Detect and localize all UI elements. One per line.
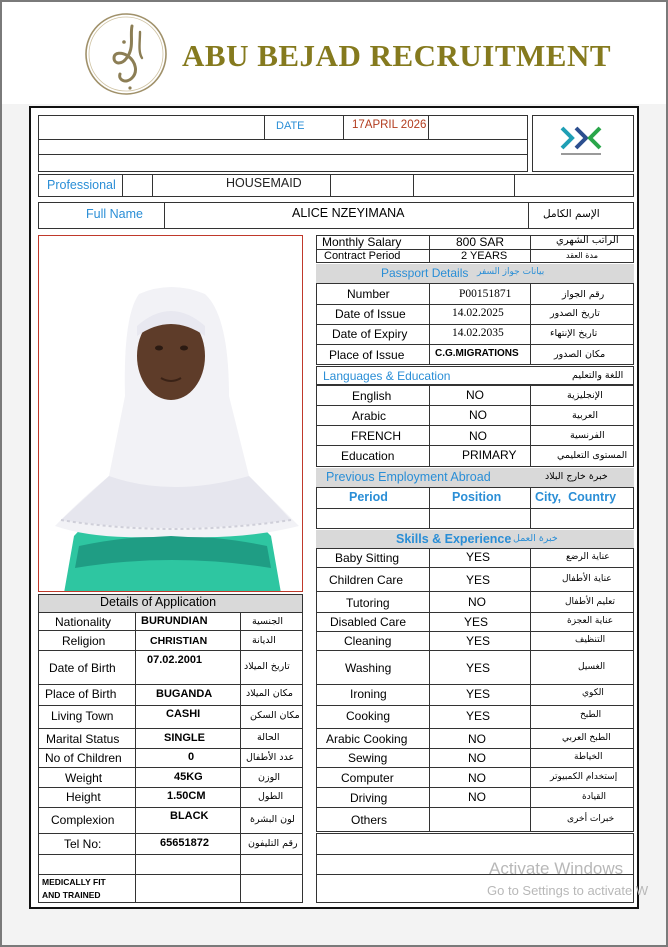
salary-label-ar: الراتب الشهري [556,235,619,246]
passport-number-label: Number [347,287,390,301]
divider [413,174,414,197]
skill-label-ar: الطبخ العربي [562,733,611,743]
skill-value: YES [466,573,491,587]
marital-status-label-ar: الحالة [257,732,280,743]
skill-value: NO [468,751,486,765]
date-value: 17APRIL 2026 [352,119,427,131]
expiry-date-label-ar: تاريخ الإنتهاء [550,328,598,339]
skill-label-ar: الطبخ [580,710,602,720]
skill-label: Tutoring [346,596,390,610]
skill-label: Cooking [346,709,391,723]
issue-date-label: Date of Issue [335,307,406,321]
skills-title-ar: خبرة العمل [513,533,558,544]
calligraphy-logo-icon [84,12,168,96]
skill-value: NO [468,595,486,609]
french-label-ar: الفرنسية [570,430,605,441]
arabic-label: Arabic [352,409,387,423]
skill-value: YES [466,687,491,701]
complexion-label: Complexion [51,813,115,827]
skills-title: Skills & Experience [396,532,512,546]
issue-place-label: Place of Issue [329,348,405,362]
divider [330,174,331,197]
religion-value: CHRISTIAN [150,635,208,647]
issue-place-label-ar: مكان الصدور [554,349,606,360]
living-town-label: Living Town [51,709,114,723]
employment-col-city: City, Country [535,490,617,504]
nationality-value: BURUNDIAN [141,615,208,627]
education-label: Education [341,449,395,463]
full-name-label: Full Name [86,207,143,221]
medical-line-2: AND TRAINED [42,890,101,900]
marital-status-label: Marital Status [46,732,120,746]
arabic-label-ar: العربية [572,410,598,421]
divider [135,612,136,903]
skill-label-ar: عناية العجزة [567,616,614,626]
english-label-ar: الإنجليزية [567,390,603,401]
skill-label: Sewing [348,751,388,765]
divider [38,139,528,140]
divider [264,115,265,139]
divider [428,115,429,139]
expiry-date-label: Date of Expiry [332,327,408,341]
employment-title: Previous Employment Abroad [326,470,491,484]
skill-value: NO [468,790,486,804]
employment-title-ar: خبرة خارج البلاد [545,471,608,482]
weight-value: 45KG [174,771,203,783]
passport-title: Passport Details [381,266,469,280]
french-label: FRENCH [351,429,401,443]
height-label: Height [66,790,101,804]
skill-label-ar: القيادة [582,792,606,802]
skill-label-ar: خبرات أخرى [567,814,615,824]
height-value: 1.50CM [167,790,206,802]
marital-status-value: SINGLE [164,732,205,744]
languages-title-ar: اللغة والتعليم [572,370,624,381]
profession-label: Professional [47,178,116,192]
agency-emblem-icon [556,122,606,162]
contract-label-ar: مدة العقد [566,251,598,260]
brand-title: ABU BEJAD RECRUITMENT [182,38,612,73]
header [0,0,668,104]
skill-label: Computer [341,771,394,785]
skill-value: NO [468,732,486,746]
employment-col-period: Period [349,490,388,504]
issue-date-label-ar: تاريخ الصدور [550,308,600,319]
skill-value: YES [466,709,491,723]
employment-col-position: Position [452,490,502,504]
divider [528,202,529,229]
issue-place-value: C.G.MIGRATIONS [435,348,519,359]
profession-value: HOUSEMAID [226,176,302,190]
salary-value: 800 SAR [456,235,505,249]
english-value: NO [466,388,484,402]
complexion-value: BLACK [170,810,209,822]
skill-value: NO [468,771,486,785]
passport-section-header [316,264,634,283]
applicant-photo [38,235,303,592]
skill-value: YES [464,615,489,629]
children-label-ar: عدد الأطفال [246,752,295,763]
place-of-birth-label-ar: مكان الميلاد [246,688,294,699]
education-label-ar: المستوى التعليمي [557,450,628,461]
complexion-label-ar: لون البشرة [250,814,295,825]
skill-label-ar: الكوي [582,688,604,698]
passport-number-value: P00151871 [459,288,512,300]
skill-label: Arabic Cooking [326,732,408,746]
divider [38,154,528,155]
dob-value: 07.02.2001 [147,654,203,666]
issue-date-value: 14.02.2025 [452,307,504,319]
divider [164,202,165,229]
passport-title-ar: بيانات جواز السفر [477,267,545,277]
weight-label-ar: الوزن [258,772,281,783]
application-title: Details of Application [100,595,217,609]
tel-label: Tel No: [64,837,102,851]
skill-label: Washing [345,661,392,675]
contract-label: Contract Period [324,250,401,262]
religion-label: Religion [62,634,106,648]
full-name-value: ALICE NZEYIMANA [292,206,405,220]
religion-label-ar: الديانة [252,635,276,646]
divider [514,174,515,197]
skill-label: Cleaning [344,634,392,648]
divider [122,174,123,197]
skill-label-ar: عناية الرضع [566,552,610,562]
skill-label: Ironing [350,687,387,701]
medical-line-1: MEDICALLY FIT [42,877,106,887]
children-label: No of Children [45,751,122,765]
skill-label: Children Care [329,573,404,587]
tel-label-ar: رقم التليفون [248,838,298,849]
skill-label: Disabled Care [330,615,407,629]
activate-windows-hint: Go to Settings to activate W [487,883,649,898]
tel-value: 65651872 [160,837,209,849]
skill-label-ar: عناية الأطفال [562,574,612,584]
skill-value: YES [466,661,491,675]
divider [152,174,153,197]
children-value: 0 [188,751,195,763]
skill-label-ar: الغسيل [578,662,606,672]
arabic-value: NO [469,408,487,422]
activate-windows-title: Activate Windows [489,859,624,878]
profession-row [38,174,634,197]
languages-title: Languages & Education [323,369,451,383]
divider [240,612,241,903]
english-label: English [352,389,392,403]
nationality-label: Nationality [55,615,112,629]
skill-label-ar: تعليم الأطفال [565,597,616,607]
place-of-birth-label: Place of Birth [45,687,117,701]
skill-label: Driving [350,791,388,805]
skill-label: Baby Sitting [335,551,400,565]
contract-value: 2 YEARS [461,250,508,262]
expiry-date-value: 14.02.2035 [452,327,504,339]
dob-label-ar: تاريخ الميلاد [244,661,290,672]
education-value: PRIMARY [462,448,517,462]
height-label-ar: الطول [258,791,284,802]
skill-label-ar: إستخدام الكمبيوتر [550,772,618,782]
living-town-value: CASHI [166,708,201,720]
skill-label-ar: الخياطة [574,752,603,762]
weight-label: Weight [65,771,103,785]
skill-label-ar: التنظيف [575,635,606,645]
date-label: DATE [276,120,305,132]
dob-label: Date of Birth [49,661,116,675]
full-name-label-ar: الإسم الكامل [543,208,600,220]
skill-value: YES [466,634,491,648]
skill-value: YES [466,550,491,564]
divider [343,115,344,139]
salary-label: Monthly Salary [322,235,402,249]
french-value: NO [469,429,487,443]
skill-label: Others [351,813,388,827]
nationality-label-ar: الجنسية [252,616,283,627]
place-of-birth-value: BUGANDA [156,688,213,700]
passport-number-label-ar: رقم الجواز [562,289,605,300]
living-town-label-ar: مكان السكن [250,710,300,721]
